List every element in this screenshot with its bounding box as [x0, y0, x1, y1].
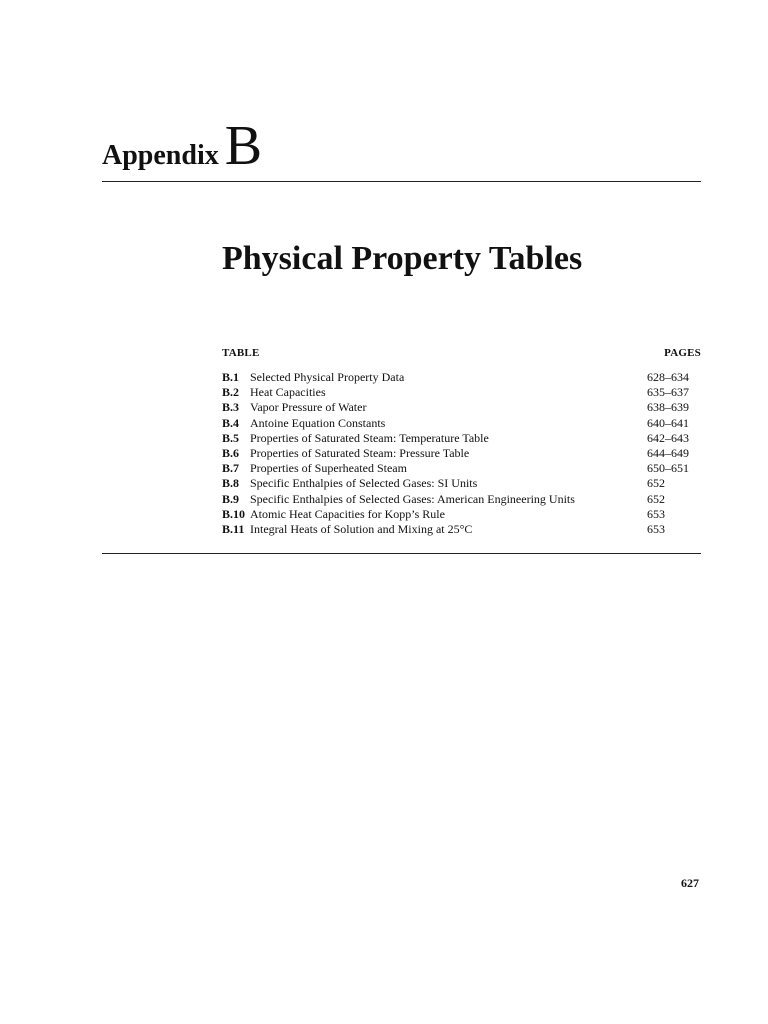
toc-row-title: Heat Capacities: [250, 385, 326, 400]
toc-row-title: Selected Physical Property Data: [250, 370, 405, 384]
toc-row: [222, 522, 701, 537]
toc-row-title: Vapor Pressure of Water: [250, 400, 367, 415]
toc-row-number: B.9: [222, 491, 240, 506]
toc-row-number: B.7: [222, 461, 240, 476]
toc-row-title: Properties of Saturated Steam: Temperature Table: [250, 430, 489, 445]
toc-column-pages: PAGES: [664, 347, 701, 359]
toc-row-title: Atomic Heat Capacities for Kopp’s Rule: [250, 506, 445, 521]
toc-row: [222, 370, 701, 385]
toc-row: [222, 446, 701, 461]
toc-row: [222, 385, 701, 400]
toc-header: [222, 346, 701, 361]
toc-row-pages: 644–649: [647, 445, 689, 460]
toc-row: [222, 507, 701, 522]
toc-row-title: Properties of Saturated Steam: Pressure Table: [250, 445, 470, 460]
toc-row-number: B.11: [222, 521, 245, 536]
toc-row-number: B.8: [222, 476, 240, 491]
appendix-word: Appendix: [102, 140, 219, 171]
toc-row-number: B.5: [222, 430, 240, 445]
toc-row-title: Specific Enthalpies of Selected Gases: SI Units: [250, 476, 478, 491]
toc-row-pages: 640–641: [647, 415, 689, 430]
toc-row-number: B.2: [222, 385, 240, 400]
bottom-divider: [102, 553, 701, 554]
toc-row-number: B.10: [222, 506, 246, 521]
toc-row-pages: 638–639: [647, 400, 689, 415]
top-divider: [102, 181, 701, 182]
appendix-heading: [102, 115, 263, 177]
toc-row: [222, 476, 701, 491]
table-of-contents: [222, 346, 701, 537]
toc-row-pages: 650–651: [647, 461, 689, 476]
toc-row-number: B.6: [222, 445, 240, 460]
toc-row-pages: 652: [647, 491, 665, 506]
toc-row: [222, 461, 701, 476]
toc-row-number: B.4: [222, 415, 240, 430]
toc-row-title: Integral Heats of Solution and Mixing at 25°C: [250, 521, 473, 536]
toc-row-number: B.1: [222, 370, 240, 384]
toc-row-pages: 652: [647, 476, 665, 491]
toc-row-title: Properties of Superheated Steam: [250, 461, 407, 476]
toc-row: [222, 431, 701, 446]
toc-row: [222, 492, 701, 507]
toc-column-table: TABLE: [222, 347, 260, 359]
toc-row: [222, 416, 701, 431]
toc-row-title: Antoine Equation Constants: [250, 415, 386, 430]
toc-row-pages: 653: [647, 506, 665, 521]
toc-row-number: B.3: [222, 400, 240, 415]
page-title: Physical Property Tables: [222, 240, 583, 277]
toc-row-pages: 653: [647, 521, 665, 536]
page-number: 627: [681, 876, 699, 890]
toc-row: [222, 400, 701, 415]
toc-row-pages: 635–637: [647, 385, 689, 400]
toc-row-pages: 642–643: [647, 430, 689, 445]
toc-row-title: Specific Enthalpies of Selected Gases: American Engineering Units: [250, 491, 575, 506]
toc-row-pages: 628–634: [647, 370, 689, 384]
appendix-letter: B: [224, 115, 263, 177]
